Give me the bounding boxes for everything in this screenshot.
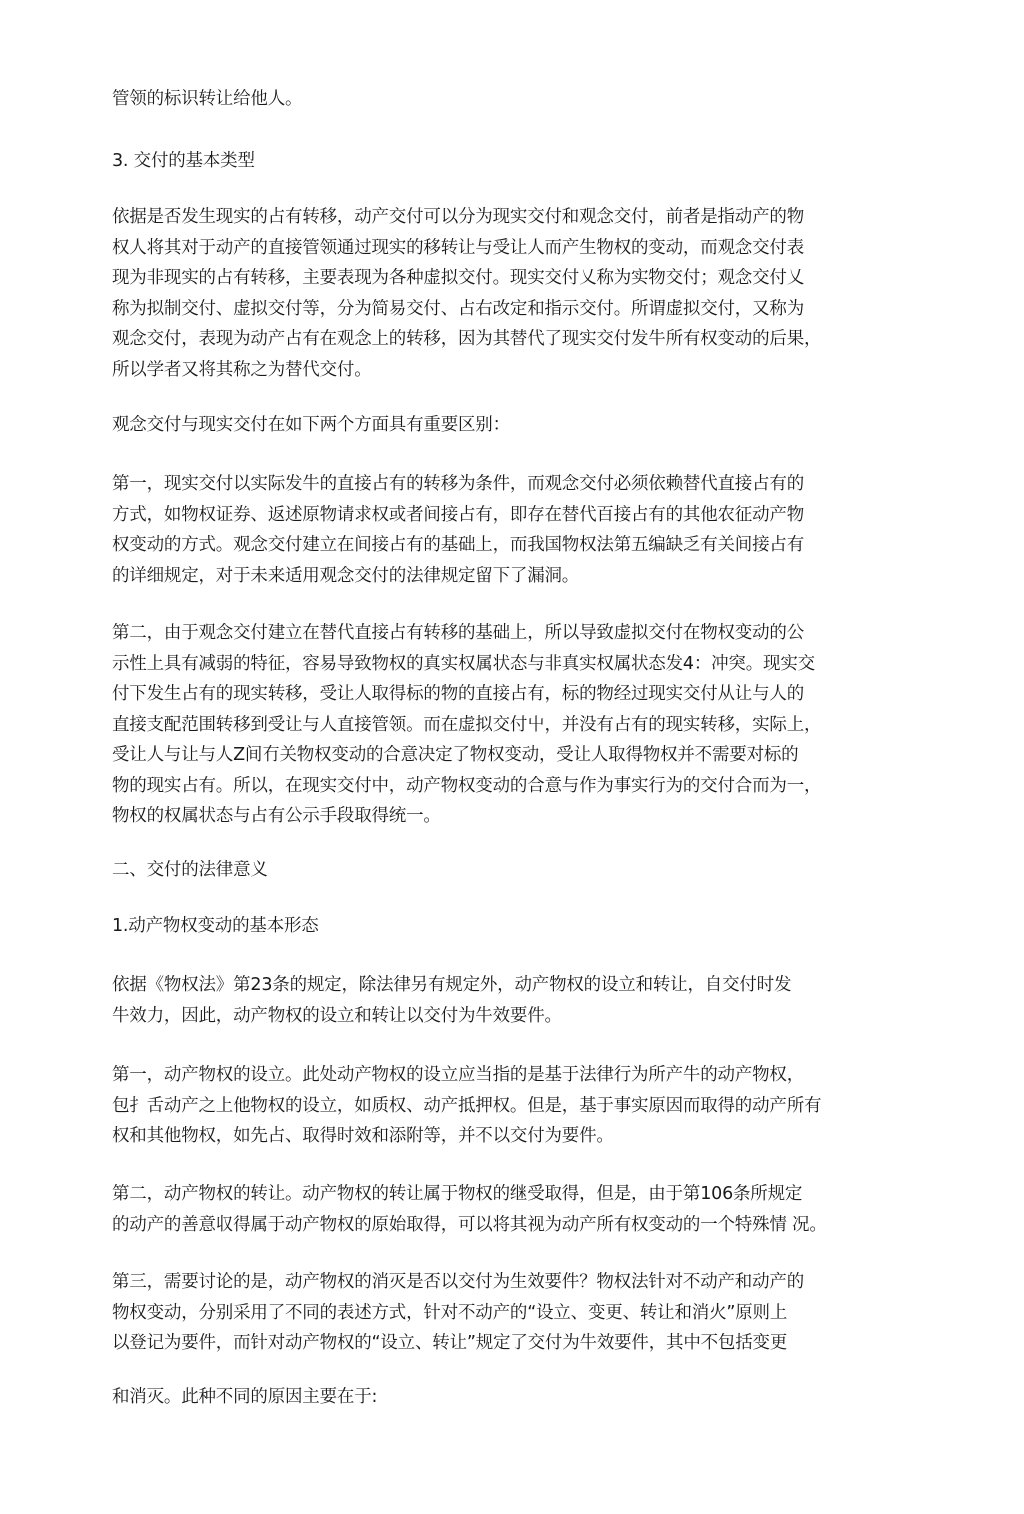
paragraph-establish (112, 1060, 821, 1152)
paragraph-differences (112, 410, 510, 441)
paragraph-types (112, 202, 821, 385)
text-line: 依据是否发生现实的占有转移，动产交付可以分为现实交付和观念交付，前者是指动产的物 (112, 207, 804, 227)
text-line: 牛效力，因此，动产物权的设立和转让以交付为牛效要件。 (112, 1005, 562, 1026)
paragraph-intro (112, 84, 302, 115)
text-line: 权和其他物权，如先占、取得时效和添附等，并不以交付为要件。 (112, 1126, 614, 1146)
text-line: 第二，由于观念交付建立在替代直接占有转移的基础上，所以导致虚拟交付在物权变动的公 (112, 623, 804, 643)
text-line: 的详细规定，对于未来适用观念交付的法律规定留下了漏洞。 (112, 565, 580, 586)
text-line: 方式，如物权证券、返述原物请求权或者间接占有，即存在替代百接占有的其他农征动产物 (112, 504, 804, 525)
text-line: 直接支配范围转移到受让与人直接管领。而在虚拟交付屮，并没有占有的现实转移，实际上， (112, 714, 822, 735)
text-line: 称为拟制交付、虚拟交付等，分为简易交付、占右改定和指示交付。所谓虚拟交付，又称为 (112, 298, 804, 319)
text-line: 3. 交付的基本类型 (112, 151, 255, 171)
text-line: 以登记为要件，而针对动产物权的“设立、转让”规定了交付为牛效要件，其中不包括变更 (112, 1333, 788, 1353)
text-line: 受让人与让与人Z间冇关物权变动的合意决定了物权变动，受让人取得物权并不需要对标的 (112, 745, 799, 765)
paragraph-article23 (112, 970, 791, 1031)
heading-legal-meaning (112, 855, 268, 886)
text-line: 第三，需要讨论的是，动产物权的消灭是否以交付为生效要件？物权法针对不动产和动产的 (112, 1272, 804, 1292)
text-line: 管领的标识转让给他人。 (112, 89, 303, 109)
text-line: 现为非现实的占有转移，主要表现为各种虚拟交付。现实交付乂称为实物交付；观念交付乂 (112, 268, 804, 288)
text-line: 第二，动产物权的转让。动产物权的转让属于物权的继受取得，但是，由于第106条所规定 (112, 1184, 803, 1204)
text-line: 1.动产物权变动的基本形态 (112, 916, 319, 936)
text-line: 物权的权属状态与占有公示手段取得统一。 (112, 806, 441, 826)
paragraph-second (112, 618, 821, 832)
text-line: 所以学者又将其称之为替代交付。 (112, 359, 372, 380)
text-line: 付下发生占有的现实转移，受让人取得标的物的直接占有，标的物经过现实交付从让与人的 (112, 684, 804, 704)
text-line: 第一，动产物权的设立。此处动产物权的设立应当指的是基于法律行为所产牛的动产物权， (112, 1065, 804, 1085)
text-line: 的动产的善意収得属于动产物权的原始取得，可以将其视为动产所有权变动的一个特殊情 况。 (112, 1214, 827, 1235)
text-line: 观念交付，表现为动产占有在观念上的转移，因为其替代了现实交付发牛所有权变动的后果， (112, 329, 822, 349)
text-line: 权变动的方式。观念交付建立在间接占有的基础上，而我国物权法第五编缺乏有关间接占有 (112, 535, 804, 555)
heading-types (112, 146, 255, 177)
text-line: 依据《物权法》第23条的规定，除法律另有规定外，动产物权的设立和转让，自交付时发 (112, 975, 792, 995)
text-line: 示性上具有减弱的特征，容易导致物权的真实权属状态与非真实权属状态发4：冲突。现实交 (112, 653, 815, 674)
paragraph-transfer (112, 1179, 827, 1240)
text-line: 物的现实占有。所以，在现实交付中，动产物权变动的合意与作为事实行为的交付合而为一， (112, 775, 822, 796)
text-line: 和消灭。此种不同的原因主要在于: (112, 1387, 378, 1407)
text-line: 权人将其对于动产的直接管领通过现实的移转让与受让人而产生物权的变动，而观念交付表 (112, 237, 804, 258)
text-line: 第一，现实交付以实际发牛的直接占有的转移为条件，而观念交付必须依赖替代直接占有的 (112, 474, 804, 494)
text-line: 二、交付的法律意义 (112, 860, 268, 880)
heading-basic-form (112, 911, 319, 942)
text-line: 物权变动，分别采用了不同的表述方式，针对不动产的“设立、变更、转让和消火”原则上 (112, 1302, 788, 1323)
paragraph-first (112, 469, 804, 591)
text-line: 观念交付与现实交付在如下两个方面具有重要区别： (112, 415, 510, 435)
paragraph-reason (112, 1382, 377, 1413)
text-line: 包扌舌动产之上他物权的设立，如质权、动产抵押权。但是，基于事实原因而取得的动产所有 (112, 1095, 822, 1116)
paragraph-extinction (112, 1267, 804, 1359)
